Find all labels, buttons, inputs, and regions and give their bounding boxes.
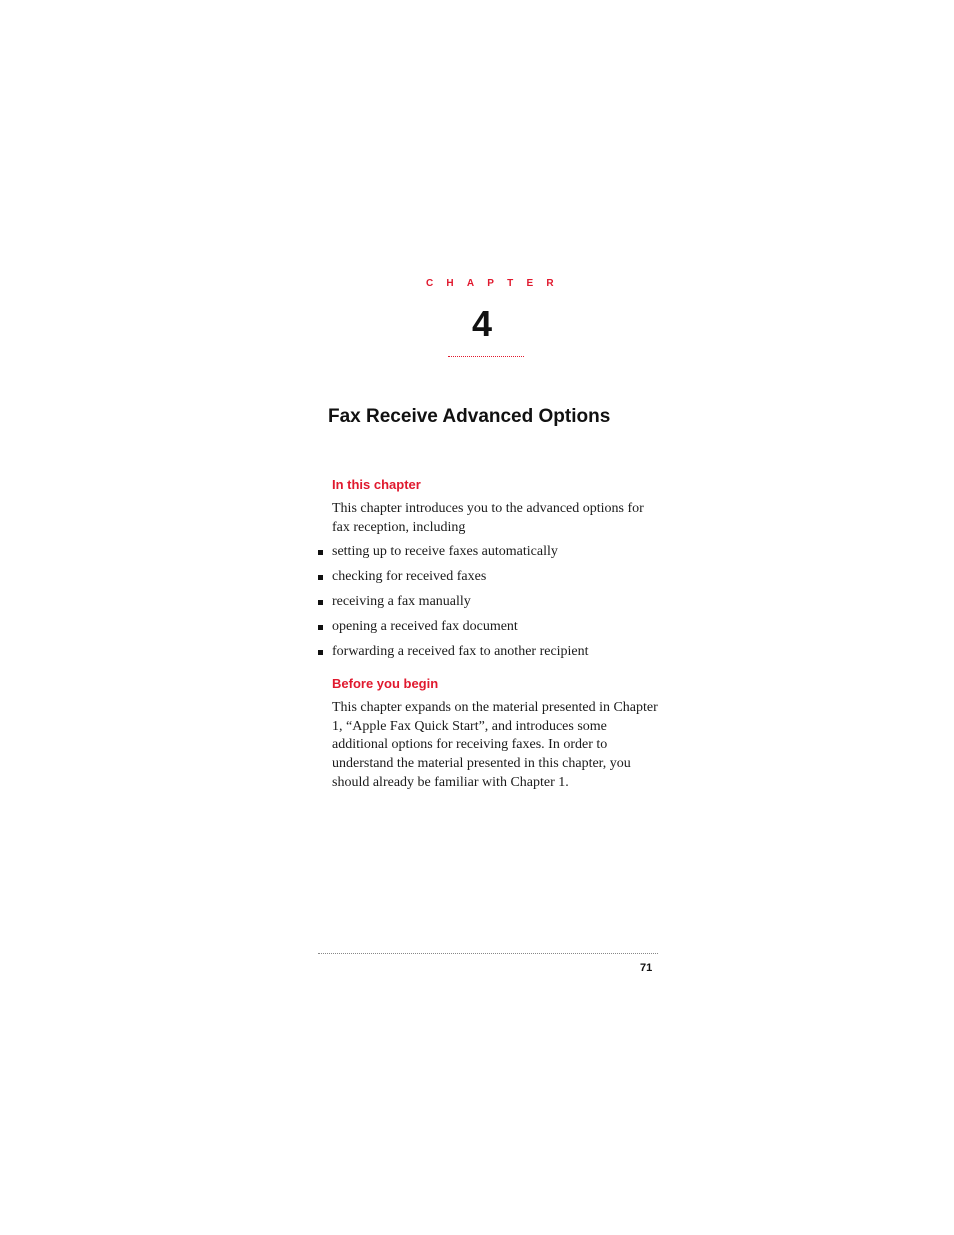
list-item-text: forwarding a received fax to another recipient [332, 644, 589, 659]
section-heading-before-you-begin: Before you begin [332, 676, 439, 691]
chapter-divider [448, 356, 524, 357]
list-item-text: opening a received fax document [332, 619, 518, 634]
list-item-text: setting up to receive faxes automatically [332, 544, 558, 559]
square-bullet-icon [318, 575, 323, 580]
intro-paragraph: This chapter introduces you to the advanced options for fax reception, including [332, 501, 644, 535]
before-you-begin-paragraph: This chapter expands on the material presented in Chapter 1, “Apple Fax Quick Start”, and introduces some additional options for receiving faxes. In order to understand the material presented in this chapter, you should already be familiar with Chapter 1. [332, 700, 658, 790]
square-bullet-icon [318, 650, 323, 655]
square-bullet-icon [318, 600, 323, 605]
page-title: Fax Receive Advanced Options [328, 406, 611, 427]
section-heading-in-this-chapter: In this chapter [332, 477, 421, 492]
page-number: 71 [640, 962, 653, 974]
square-bullet-icon [318, 625, 323, 630]
list-item-text: checking for received faxes [332, 569, 487, 584]
chapter-label: CHAPTER [426, 278, 567, 289]
square-bullet-icon [318, 550, 323, 555]
list-item-text: receiving a fax manually [332, 594, 471, 609]
footer-divider [318, 953, 658, 954]
chapter-number: 4 [472, 303, 493, 344]
